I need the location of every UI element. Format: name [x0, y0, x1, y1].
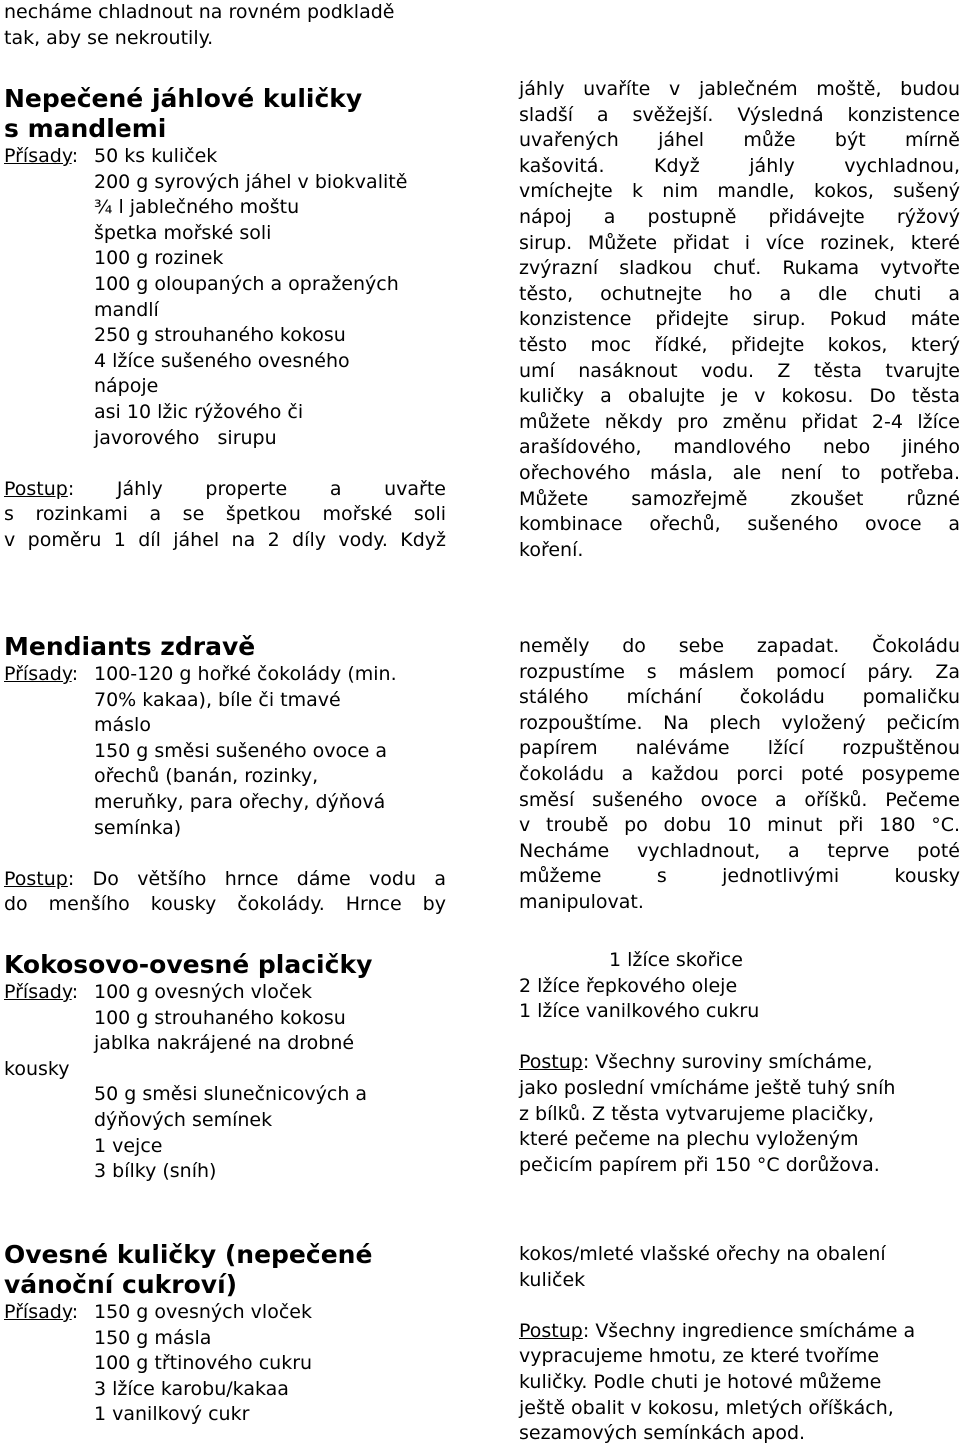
recipe-title: Mendiants zdravě [4, 632, 256, 661]
ingredient-item: 100-120 g hořké čokolády (min. [94, 663, 397, 685]
ingredient-item: 70% kakaa), bíle či tmavé [94, 688, 341, 711]
recipe-title: Ovesné kuličky (nepečené vánoční cukroví) [4, 1240, 373, 1299]
procedure-label: Postup [519, 1051, 583, 1074]
procedure-line: které pečeme na plechu vyloženým [519, 1128, 859, 1151]
ingredients-list [94, 144, 446, 451]
procedure-continued: neměly do sebe zapadat. Čokoládu rozpustíme s máslem pomocí páry. Za stálého míchání čokoládu pomaličku rozpouštíme. Na plech vyložený pečicím papírem naléváme lžící rozpuštěnou čokoládu a každou porci poté posypeme směsí sušeného ovoce a oříšků. Pečeme v troubě po dobu 10 minut při 180 °C. Necháme vychladnout, a teprve poté můžeme s jednotlivými kousky manipulovat. [519, 635, 960, 913]
ingredients-block: Přísady: 150 g ovesných vloček 150 g másla 100 g třtinového cukru 3 lžíce karobu/kakaa 1 vanilkový cukr [4, 1300, 446, 1428]
ingredient-item: mandlí [94, 298, 159, 321]
ingredient-item: 100 g oloupaných a opražených [94, 272, 399, 295]
ingredient-item: máslo [94, 714, 151, 737]
ingredients-label: Přísady [4, 981, 72, 1003]
ingredient-item: 1 lžíce vanilkového cukru [519, 1000, 760, 1023]
procedure-block: Postup: Jáhly properte a uvařte s rozinkami a se špetkou mořské soli v poměru 1 díl jáhel na 2 díly vody. Když [4, 477, 446, 554]
ingredient-item: nápoje [94, 375, 159, 398]
ingredients-block: Přísady: 100 g ovesných vloček 100 g strouhaného kokosu jablka nakrájené na drobné [4, 980, 446, 1057]
ingredient-item: 150 g ovesných vloček [94, 1301, 312, 1323]
ingredient-item: kuliček [519, 1268, 586, 1291]
ingredients-label: Přísady [4, 145, 72, 167]
ingredient-item: 50 ks kuliček [94, 145, 218, 167]
ingredient-item: 100 g ovesných vloček [94, 981, 312, 1003]
ingredient-item: špetka mořské soli [94, 221, 272, 244]
procedure-line: ještě obalit v kokosu, mletých oříškách, [519, 1396, 894, 1419]
ingredient-item: 200 g syrových jáhel v biokvalitě [94, 170, 408, 193]
procedure-line: vypracujeme hmotu, ze které tvoříme [519, 1345, 880, 1368]
ingredient-item: kokos/mleté vlašské ořechy na obalení [519, 1243, 886, 1265]
ingredients-block: Přísady: 50 ks kuliček 200 g syrových jáhel v biokvalitě ¾ l jablečného moštu špetka mořské soli 100 g rozinek 100 g oloupaných a opražených mandlí 250 g strouhaného kokosu 4 lžíce sušeného ovesného nápoje asi 10 lžic rýžového či javorového sirupu [4, 144, 446, 451]
ingredients-list [94, 1300, 446, 1428]
ingredient-item: meruňky, para ořechy, dýňová [94, 790, 386, 813]
procedure-label: Postup [519, 1319, 583, 1342]
ingredient-item: 100 g rozinek [94, 247, 224, 270]
procedure-line: pečicím papírem při 150 °C dorůžova. [519, 1153, 880, 1176]
ingredient-item: javorového sirupu [94, 426, 277, 449]
ingredient-item: kousky [4, 1057, 70, 1080]
intro-line: tak, aby se nekroutily. [4, 26, 214, 49]
recipe-title: Nepečené jáhlové kuličky s mandlemi [4, 84, 363, 143]
ingredients-list [94, 662, 446, 841]
procedure-block: Postup: Všechny ingredience smícháme a vypracujeme hmotu, ze které tvoříme kuličky. Podle chuti je hotové můžeme ještě obalit v kokosu, mletých oříškách, sezamových semínkách apod. [519, 1319, 960, 1447]
ingredient-item: 4 lžíce sušeného ovesného [94, 349, 350, 372]
procedure-line: jako poslední vmícháme ještě tuhý sníh [519, 1076, 896, 1099]
ingredients-list-continued [519, 1242, 960, 1293]
ingredients-list-continued [519, 948, 960, 1025]
ingredients-block: Přísady: 100-120 g hořké čokolády (min. 70% kakaa), bíle či tmavé máslo 150 g směsi sušeného ovoce a ořechů (banán, rozinky, meruňky, para ořechy, dýňová semínka) [4, 662, 446, 841]
ingredient-item: ¾ l jablečného moštu [94, 196, 300, 219]
procedure-line: do menšího kousky čokolády. Hrnce by [4, 893, 446, 916]
ingredients-label: Přísady [4, 663, 72, 685]
ingredient-item: 150 g směsi sušeného ovoce a [94, 739, 387, 762]
ingredient-item: semínka) [94, 816, 182, 839]
procedure-label: Postup [4, 867, 68, 890]
ingredient-item: dýňových semínek [94, 1108, 273, 1131]
procedure-line: v poměru 1 díl jáhel na 2 díly vody. Když [4, 528, 446, 551]
ingredient-item: jablka nakrájené na drobné [94, 1032, 355, 1055]
procedure-line: s rozinkami a se špetkou mořské soli [4, 503, 446, 526]
ingredients-label: Přísady [4, 1301, 72, 1323]
procedure-block: Postup: Všechny suroviny smícháme, jako poslední vmícháme ještě tuhý sníh z bílků. Z těsta vytvarujeme placičky, které pečeme na plechu vyloženým pečicím papírem při 150 °C dorůžova. [519, 1050, 960, 1178]
procedure-line: kuličky. Podle chuti je hotové můžeme [519, 1370, 882, 1393]
ingredient-item: 3 lžíce karobu/kakaa [94, 1377, 289, 1400]
ingredient-item: 50 g směsi slunečnicových a [94, 1083, 368, 1106]
procedure-continued: jáhly uvaříte v jablečném moště, budou sladší a svěžejší. Výsledná konzistence uvařených jáhel může být mírně kašovitá. Když jáhly vychladnou, vmíchejte k nim mandle, kokos, sušený nápoj a postupně přidávejte rýžový sirup. Můžete přidat i více rozinek, které zvýrazní sladkou chuť. Rukama vytvořte těsto, ochutnejte ho a dle chuti a konzistence přidejte sirup. Pokud máte těsto moc řídké, přidejte kokos, který umí nasáknout vodu. Z těsta tvarujte kuličky a obalujte je v kokosu. Do těsta můžete někdy pro změnu přidat 2-4 lžíce arašídového, mandlového nebo jiného ořechového másla, ale není to potřeba. Můžete samozřejmě zkoušet různé kombinace ořechů, sušeného ovoce a koření. [519, 78, 960, 561]
ingredient-item: asi 10 lžic rýžového či [94, 400, 304, 423]
procedure-line: z bílků. Z těsta vytvarujeme placičky, [519, 1102, 875, 1125]
ingredient-item: 3 bílky (sníh) [94, 1160, 217, 1183]
ingredient-item: 150 g másla [94, 1326, 212, 1349]
ingredients-list [94, 980, 446, 1057]
ingredient-item: 100 g strouhaného kokosu [94, 1006, 346, 1029]
recipe-title: Kokosovo-ovesné placičky [4, 950, 373, 979]
ingredient-item: 250 g strouhaného kokosu [94, 324, 346, 347]
ingredient-item: ořechů (banán, rozinky, [94, 765, 319, 788]
ingredients-list-more [4, 1082, 446, 1184]
procedure-block: Postup: Do většího hrnce dáme vodu a do menšího kousky čokolády. Hrnce by [4, 867, 446, 918]
intro-line: necháme chladnout na rovném podkladě [4, 1, 395, 23]
ingredient-item: 1 vejce [94, 1134, 163, 1157]
ingredient-item: 2 lžíce řepkového oleje [519, 974, 738, 997]
procedure-label: Postup [4, 477, 68, 500]
ingredient-item: 100 g třtinového cukru [94, 1352, 313, 1375]
ingredient-item: 1 vanilkový cukr [94, 1403, 250, 1426]
procedure-line: sezamových semínkách apod. [519, 1422, 806, 1445]
ingredient-item: 1 lžíce skořice [609, 949, 743, 971]
